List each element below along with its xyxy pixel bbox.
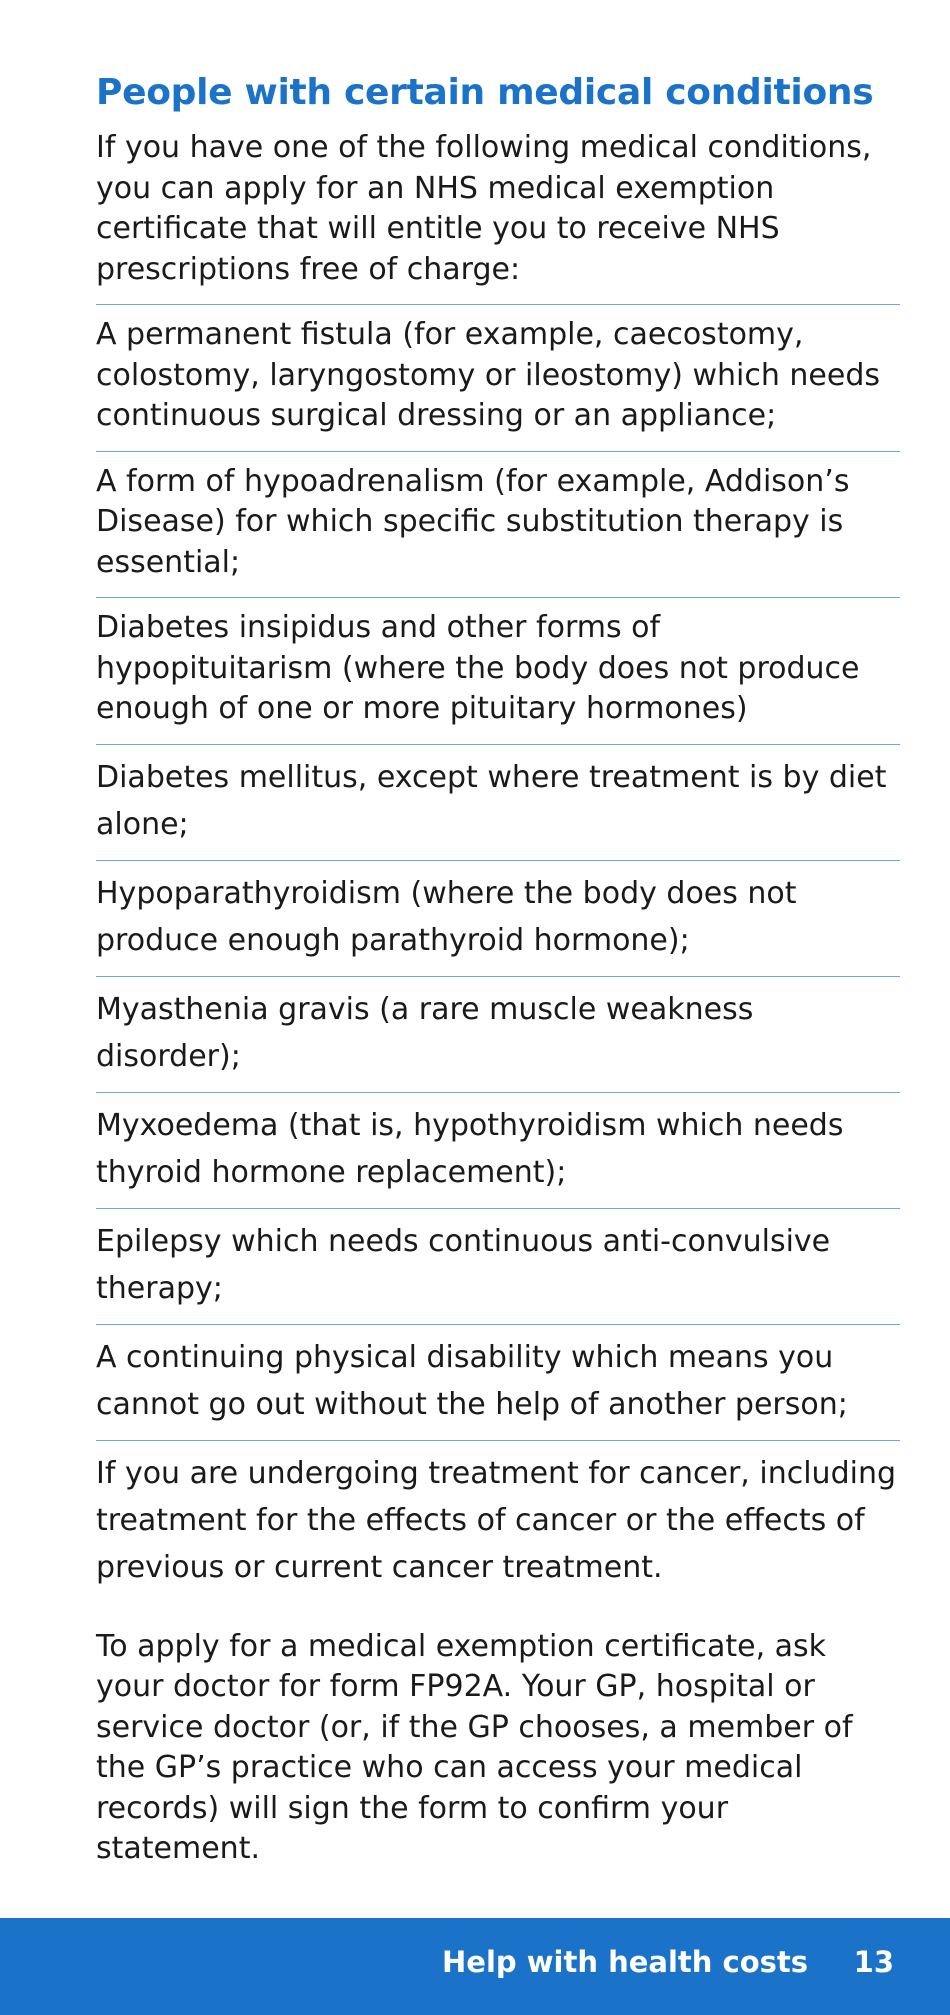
condition-item: Epilepsy which needs continuous anti-convulsive therapy; — [96, 1208, 900, 1324]
outro-paragraph: To apply for a medical exemption certificate, ask your doctor for form FP92A. Your GP, hospital or service doctor (or, if the GP chooses, a member of the GP’s practice who can access your medical records) will sign the form to confirm your statement. — [96, 1628, 853, 1866]
footer-bar — [0, 1918, 950, 2015]
page-content — [96, 66, 900, 1870]
condition-item: Diabetes mellitus, except where treatment is by diet alone; — [96, 744, 900, 860]
condition-item: If you are undergoing treatment for cancer, including treatment for the effects of cancer or the effects of previous or current cancer treatment. — [96, 1440, 900, 1603]
section-heading: People with certain medical conditions — [96, 72, 874, 113]
condition-item: A form of hypoadrenalism (for example, Addison’s Disease) for which specific substitution therapy is essential; — [96, 451, 900, 598]
condition-item: A permanent fistula (for example, caecostomy, colostomy, laryngostomy or ileostomy) which needs continuous surgical dressing or an appliance; — [96, 304, 900, 451]
condition-item: Myxoedema (that is, hypothyroidism which needs thyroid hormone replacement); — [96, 1092, 900, 1208]
condition-item: Diabetes insipidus and other forms of hypopituitarism (where the body does not produce enough of one or more pituitary hormones) — [96, 597, 900, 744]
condition-item: A continuing physical disability which means you cannot go out without the help of another person; — [96, 1324, 900, 1440]
footer-title: Help with health costs — [442, 1945, 808, 1979]
condition-item: Hypoparathyroidism (where the body does not produce enough parathyroid hormone); — [96, 860, 900, 976]
condition-item: Myasthenia gravis (a rare muscle weakness disorder); — [96, 976, 900, 1092]
conditions-list — [96, 304, 900, 1603]
intro-paragraph: If you have one of the following medical conditions, you can apply for an NHS medical exemption certificate that will entitle you to receive NHS prescriptions free of charge: — [96, 130, 872, 287]
page-number: 13 — [853, 1945, 894, 1979]
